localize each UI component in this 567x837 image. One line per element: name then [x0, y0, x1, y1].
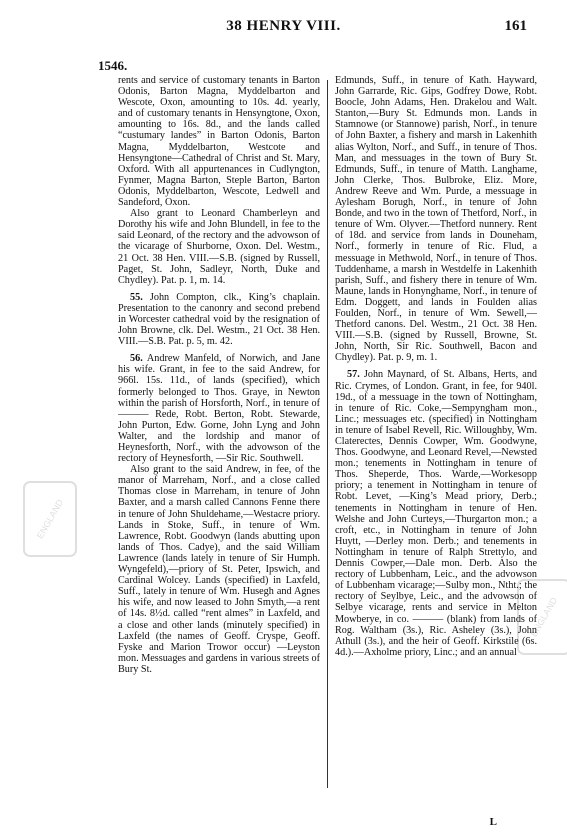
entry-number: 57.	[347, 369, 360, 381]
entry-text: John Compton, clk., King’s chaplain. Presentation to the canonry and second prebend in Worcester cathedral void by the resignation of John Browne, clk. Del. Westm., 21 Oct. 38 Hen. VIII.—S.B. Pat. p. 5, m. 42.	[118, 291, 320, 348]
page-header	[0, 18, 567, 38]
left-paragraph-2: Also grant to Leonard Chamberleyn and Dorothy his wife and John Blundell, in fee to the said Leonard, of the rectory and the advowson of the vicarage of Shurborne, Oxon. Del. Westm., 21 Oct. 38 Hen. VIII.—S.B. (signed by Russell, Paget, St. John, Sadleyr, North, Duke and Chydley). Pat. p. 1, m. 14.	[118, 208, 320, 286]
entry-55	[118, 292, 320, 347]
entry-text: John Maynard, of St. Albans, Herts, and Ric. Crymes, of London. Grant, in fee, for 940l. 19d., of a messuage in the town of Nottingham, in tenure of Ric. Coke,—Sempyngham mon., Linc.; messuages etc. (specified) in Nottingham in tenure of Isabel Revell, Ric. Willoughby, Wm. Claterectes, Dennis Cowper, Wm. Goodwyne, Thos. Goodwyne, and Leonard Revel,—Newsted mon.; tenements in Nottingham in tenure of Thos. Sheperde, Thos. Warde,—Workesopp priory; a tenement in Nottingham in tenure of Robt. Levet, —King’s Mead priory, Derb.; tenements in Nottingham in tenure of Hen. Welshe and John Curteys,—Thurgarton mon.; a croft, etc., in Nottingham in tenure of John Huytt, —Derley mon. Derb.; and tenements in Nottingham in tenure of Ralph Strettylo, and Dennis Cowper,—Dale mon. Derb. Also the rectory of Lubbenham, Leic., and the advowson of Lubbenham vicarage;—Sulby mon., Ntht.; the rectory of Seylbye, Leic., and the advowson of Selbye vicarage, rents and service in Melton Mowberye, in co. ——— (blank) from lands of Rog. Waltham (3s.), Ric. Asheley (3s.), John Athull (3s.), and the heir of Geoff. Kirkstile (6s. 4d.).—Axholme priory, Linc.; and an annual	[335, 369, 537, 658]
left-paragraph-1: rents and service of customary tenants in Barton Odonis, Barton Magna, Myddelbarton and Wescote, Oxon, amounting to 10s. 4d. yearly, and of customary tenants in Hensyngtone, Oxon, amounting to 16s. 8d., and the lands called “custumary landes” in Barton Odonis, Barton Magna, Myddelbarton, Westcote and Hensyngtone—Cathedral of Christ and St. Mary, Oxford. With all appurtenances in Cudlyngton, Fynmer, Magna Barton, Steple Barton, Barton Odonis, Myddelbarton, Wescote, Ledwell and Sandeford, Oxon.	[118, 75, 320, 209]
year-label: 1546.	[98, 58, 128, 73]
entry-text: Andrew Manfeld, of Norwich, and Jane his wife. Grant, in fee to the said Andrew, for 966l. 15s. 11d., of lands (specified), which formerly belonged to Thos. Graye, in Newton within the parish of Horsforth, Norf., in tenure of ——— Rede, Robt. Berton, Robt. Stewarde, John Purton, Edw. Gorne, John Lyng and John Walter, and the lordship and manor of Heynesforth, Norf., with the advowson of the rectory of Heynesforth, —Sir Ric. Southwell.	[118, 353, 320, 465]
svg-text:ENGLAND: ENGLAND	[528, 595, 560, 639]
right-paragraph-1: Edmunds, Suff., in tenure of Kath. Hayward, John Garrarde, Ric. Gips, Godfrey Dowe, Robt. Boocle, John Adams, Hen. Drakelou and Walt. Stanton,—Bury St. Edmunds mon. Lands in Stamnowe (or Stannowe) parish, Norf., in tenure of John Baxter, a fishery and marsh in Lakenhith alias Wylton, Norf., and Suff., in tenure of Thos. Man, and messuages in the town of Bury St. Edmunds, Suff., in tenure of Matth. Langhame, John Clerke, Thos. Bulbroke, Eliz. More, Andrew Reeve and Wm. Purde, a messuage in Aylesham Borugh, Norf., in tenure of John Bonde, and two in the town of Thetford, Norf., in tenure of Wm. Olyver.—Thetford nunnery. Rent of 18d. and service from lands in Douneham, Norf., formerly in tenure of Ric. Flud, a messuage in Methwold, Norf., in tenure of Thos. Tuddenhame, a marsh in Westdelfe in Lakenhith parish, Suff., and fishery there in tenure of Wm. Maune, lands in Honynghame, Norf., in tenure of Edm. Doggett, and lands in Foulden alias Foulden, Norf., in tenure of Wm. Sewell,—Thetford canons. Del. Westm., 21 Oct. 38 Hen. VIII.—S.B. (signed by Russell, Browne, St. John, North, Sir Ric. Southwell, Bacon and Chydley). Pat. p. 9, m. 1.	[335, 75, 537, 364]
page-number: 161	[504, 18, 527, 34]
column-divider	[327, 80, 328, 788]
svg-text:ENGLAND: ENGLAND	[34, 497, 66, 541]
right-column	[335, 75, 537, 815]
entry-57	[335, 369, 537, 657]
running-title: 38 HENRY VIII.	[226, 18, 341, 34]
signature-mark: L	[489, 816, 497, 828]
entry-56	[118, 353, 320, 464]
entry-number: 55.	[130, 291, 143, 303]
left-paragraph-3: Also grant to the said Andrew, in fee, of the manor of Marreham, Norf., and a close called Thomas close in Marreham, in tenure of John Baxter, and a marsh called Cannons Fenne there in tenure of John Shuldehame,—Westacre priory. Lands in Stoke, Suff., in tenure of Wm. Lawrence, Robt. Goodwyn (lands abutting upon lands of Thos. Cadye), and the said William Lawrence (lands lately in tenure of Sir Humph. Wyngefeld),—priory of St. Peter, Ipswich, and Cardinal Wolcey. Lands (specified) in Laxfeld, Suff., lately in tenure of Wm. Husegh and Agnes his wife, and now leased to John Smyth,—a rent of 14s. 8½d. called “rent almes” in Laxfeld, and a close and other lands (minutely specified) in Laxfeld (the names of Geoff. Cryspe, Geoff. Fyske and Marion Trowor occur) —Leyston mon. Messuages and gardens in various streets of Bury St.	[118, 464, 320, 675]
entry-number: 56.	[130, 353, 143, 365]
left-column	[118, 75, 320, 795]
library-stamp-right	[516, 578, 567, 656]
library-stamp-left	[22, 480, 78, 558]
